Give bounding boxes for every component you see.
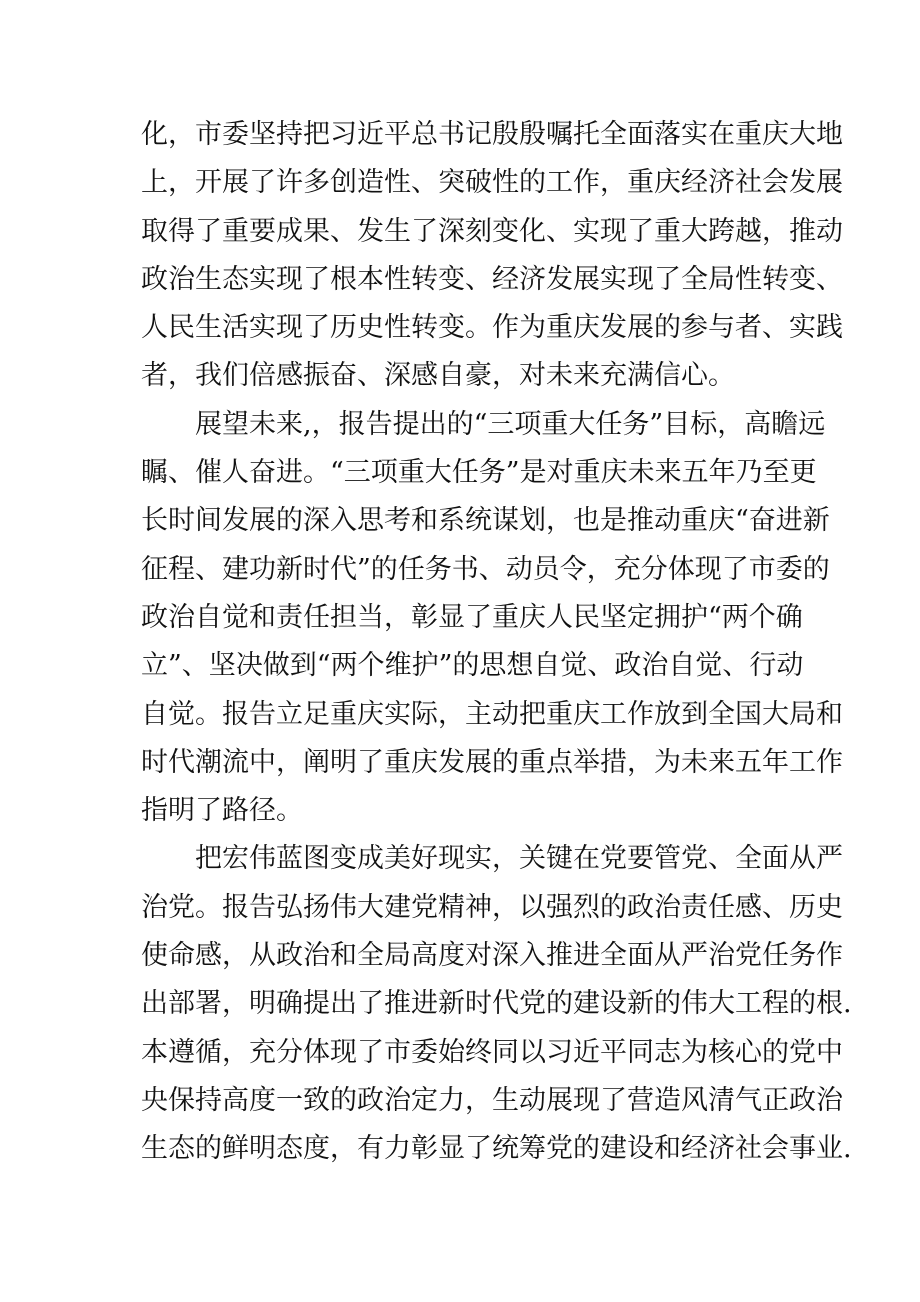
- paragraph-line: 化，市委坚持把习近平总书记殷殷嘱托全面落实在重庆大地: [141, 119, 843, 150]
- paragraph-line: 取得了重要成果、发生了深刻变化、实现了重大跨越，推动: [141, 215, 843, 247]
- paragraph-line: 本遵循，充分体现了市委始终同以习近平同志为核心的党中: [141, 1036, 843, 1068]
- paragraph-line: 者，我们倍感振奋、深感自豪，对未来充满信心。: [141, 360, 735, 392]
- paragraph-line: 出部署，明确提出了推进新时代党的建设新的伟大工程的根.: [141, 988, 852, 1020]
- paragraph-line: 长时间发展的深入思考和系统谋划，也是推动重庆“奋进新: [141, 505, 830, 537]
- document-body: [141, 111, 852, 1174]
- paragraph-line: 人民生活实现了历史性转变。作为重庆发展的参与者、实践: [141, 312, 843, 344]
- paragraph-line: 指明了路径。: [141, 795, 303, 827]
- paragraph-line: 央保持高度一致的政治定力，生动展现了营造风清气正政治: [141, 1084, 843, 1116]
- paragraph-line: 瞩、催人奋进。“三项重大任务”是对重庆未来五年乃至更: [141, 457, 817, 489]
- paragraph-line: 政治生态实现了根本性转变、经济发展实现了全局性转变、: [141, 263, 843, 295]
- paragraph-line: 生态的鲜明态度，有力彰显了统筹党的建设和经济社会事业.: [141, 1133, 852, 1165]
- paragraph-line: 时代潮流中，阐明了重庆发展的重点举措，为未来五年工作: [141, 746, 843, 778]
- paragraph-line: 政治自觉和责任担当，彰显了重庆人民坚定拥护“两个确: [141, 601, 803, 633]
- paragraph-line: 自觉。报告立足重庆实际，主动把重庆工作放到全国大局和: [141, 698, 843, 730]
- paragraph-line: 使命感，从政治和全局高度对深入推进全面从严治党任务作: [141, 940, 843, 972]
- paragraph-1: [141, 111, 843, 401]
- paragraph-3: [141, 835, 852, 1173]
- paragraph-line: 把宏伟蓝图变成美好现实，关键在党要管党、全面从严: [195, 843, 843, 875]
- paragraph-2: [141, 401, 843, 836]
- paragraph-line: 上，开展了许多创造性、突破性的工作，重庆经济社会发展: [141, 167, 843, 199]
- paragraph-line: 展望未来,，报告提出的“三项重大任务”目标，高瞻远: [195, 408, 826, 440]
- paragraph-line: 治党。报告弘扬伟大建党精神，以强烈的政治责任感、历史: [141, 891, 843, 923]
- paragraph-line: 立”、坚决做到“两个维护”的思想自觉、政治自觉、行动: [141, 650, 804, 682]
- paragraph-line: 征程、建功新时代”的任务书、动员令，充分体现了市委的: [141, 553, 830, 585]
